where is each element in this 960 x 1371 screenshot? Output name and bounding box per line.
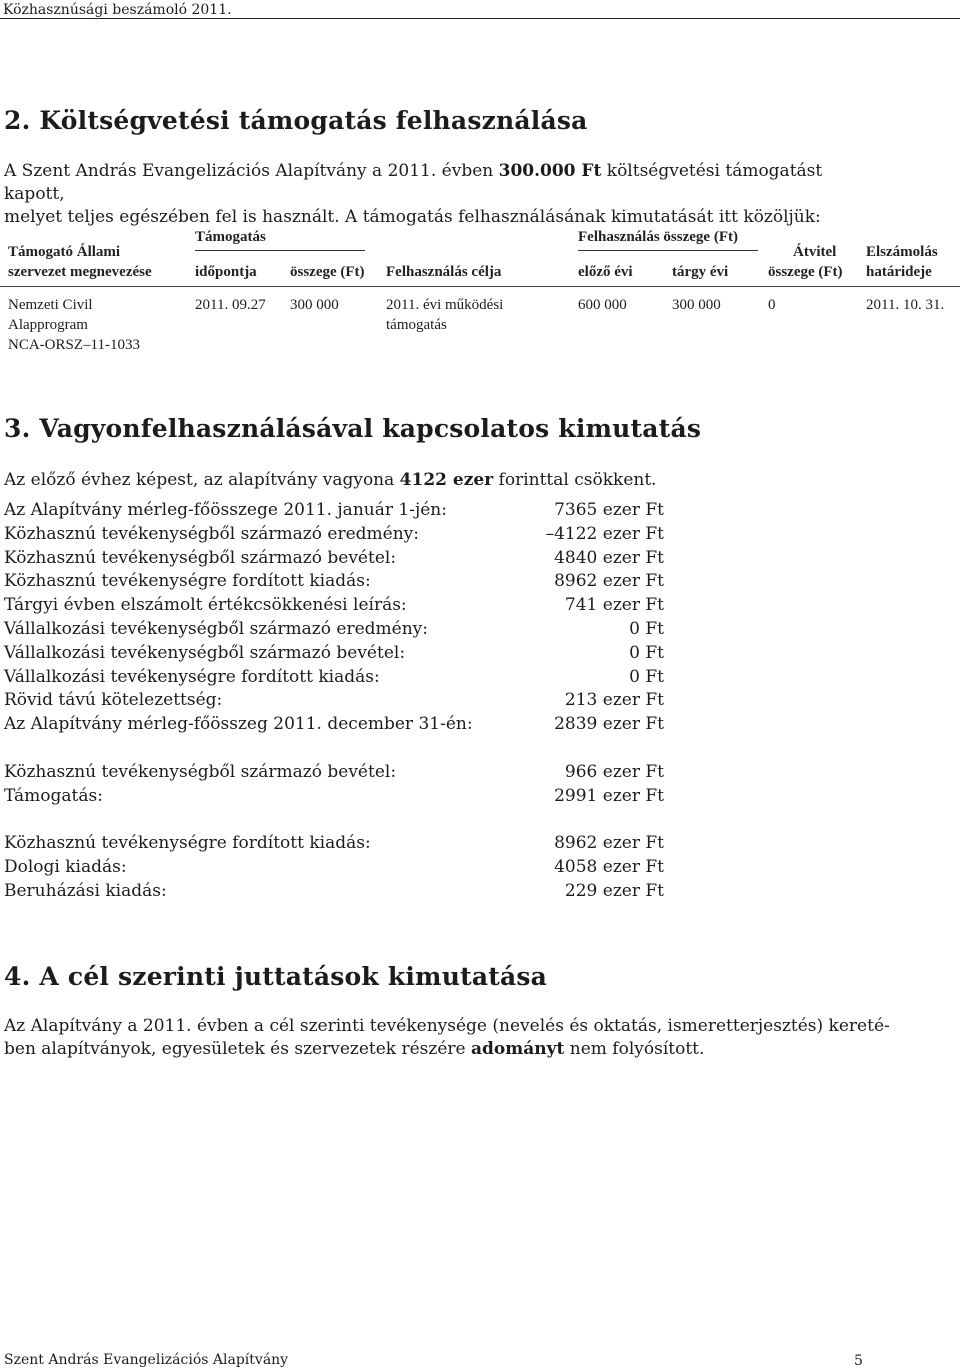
support-table bbox=[0, 226, 960, 366]
cell-targy-evi: 300 000 bbox=[672, 297, 721, 313]
spacer bbox=[4, 808, 664, 832]
header-atvitel-line2: összege (Ft) bbox=[768, 264, 843, 280]
cell-atvitel: 0 bbox=[768, 297, 776, 313]
header-targy-evi: tárgy évi bbox=[672, 264, 729, 280]
list-item: Dologi kiadás: 4058 ezer Ft bbox=[4, 856, 664, 877]
list-item: Vállalkozási tevékenységből származó bevétel: 0 Ft bbox=[4, 642, 664, 663]
section-2-title: 2. Költségvetési támogatás felhasználása bbox=[4, 106, 588, 135]
header-atvitel-line1: Átvitel bbox=[793, 244, 837, 260]
list-item: Közhasznú tevékenységre fordított kiadás: 8962 ezer Ft bbox=[4, 833, 664, 854]
group-header-tamogatas: Támogatás bbox=[195, 229, 266, 245]
header-elszamolas-line2: határideje bbox=[866, 264, 932, 280]
section-2-intro: A Szent András Evangelizációs Alapítvány a 2011. évben 300.000 Ft költségvetési támogatást kapott, melyet teljes egészében fel is használt. A támogatás felhasználásának kimutatását itt közöljük: bbox=[4, 161, 823, 227]
group-rule-felhasznalas bbox=[578, 250, 758, 251]
list-item: Közhasznú tevékenységre fordított kiadás: 8962 ezer Ft bbox=[4, 571, 664, 592]
cell-idopontja: 2011. 09.27 bbox=[195, 297, 266, 313]
page-number: 5 bbox=[854, 1353, 863, 1369]
list-item: Vállalkozási tevékenységből származó eredmény: 0 Ft bbox=[4, 618, 664, 639]
cell-elozo-evi: 600 000 bbox=[578, 297, 627, 313]
section-3-intro: Az előző évhez képest, az alapítvány vagyona 4122 ezer forinttal csökkent. bbox=[4, 470, 657, 490]
header-celja: Felhasználás célja bbox=[386, 264, 502, 280]
list-item: Rövid távú kötelezettség: 213 ezer Ft bbox=[4, 690, 664, 711]
header-rule bbox=[0, 18, 960, 19]
header-elozo-evi: előző évi bbox=[578, 264, 633, 280]
header-idopontja: időpontja bbox=[195, 264, 257, 280]
list-item: Az Alapítvány mérleg-főösszege 2011. január 1-jén: 7365 ezer Ft bbox=[4, 500, 664, 520]
header-elszamolas-line1: Elszámolás bbox=[866, 244, 938, 260]
cell-osszege: 300 000 bbox=[290, 297, 339, 313]
group-header-felhasznalas: Felhasználás összege (Ft) bbox=[578, 229, 738, 245]
cell-szervezet-line1: Nemzeti Civil bbox=[8, 297, 93, 313]
list-item: Beruházási kiadás: 229 ezer Ft bbox=[4, 880, 664, 901]
spacer bbox=[4, 737, 664, 761]
group-rule-tamogatas bbox=[195, 250, 365, 251]
section-4-title: 4. A cél szerinti juttatások kimutatása bbox=[4, 962, 548, 991]
list-item: Tárgyi évben elszámolt értékcsökkenési leírás: 741 ezer Ft bbox=[4, 595, 664, 616]
table-header-rule bbox=[0, 286, 960, 287]
list-item: Közhasznú tevékenységből származó eredmény: –4122 ezer Ft bbox=[4, 523, 664, 544]
asset-summary-list bbox=[4, 499, 664, 904]
cell-celja-line1: 2011. évi működési bbox=[386, 297, 504, 313]
running-header: Közhasznúsági beszámoló 2011. bbox=[3, 2, 232, 18]
section-4-text: Az Alapítvány a 2011. évben a cél szerinti tevékenysége (nevelés és oktatás, ismeretterjesztés) kereté- ben alapítványok, egyesületek és szervezetek részére adományt nem folyósított. bbox=[4, 1016, 890, 1059]
cell-szervezet-line2: Alapprogram bbox=[8, 317, 88, 333]
header-col1-line2: szervezet megnevezése bbox=[8, 264, 152, 280]
footer-org: Szent András Evangelizációs Alapítvány bbox=[4, 1352, 289, 1368]
header-osszege: összege (Ft) bbox=[290, 264, 365, 280]
list-item: Támogatás: 2991 ezer Ft bbox=[4, 785, 664, 806]
list-item: Közhasznú tevékenységből származó bevétel: 4840 ezer Ft bbox=[4, 547, 664, 568]
cell-szervezet-line3: NCA-ORSZ–11-1033 bbox=[8, 337, 140, 353]
list-item: Vállalkozási tevékenységre fordított kiadás: 0 Ft bbox=[4, 666, 664, 687]
cell-celja-line2: támogatás bbox=[386, 317, 447, 333]
cell-hatarido: 2011. 10. 31. bbox=[866, 297, 945, 313]
list-item: Közhasznú tevékenységből származó bevétel: 966 ezer Ft bbox=[4, 761, 664, 782]
section-3-title: 3. Vagyonfelhasználásával kapcsolatos kimutatás bbox=[4, 414, 702, 443]
header-col1-line1: Támogató Állami bbox=[8, 244, 121, 260]
list-item: Az Alapítvány mérleg-főösszeg 2011. december 31-én: 2839 ezer Ft bbox=[4, 714, 664, 735]
